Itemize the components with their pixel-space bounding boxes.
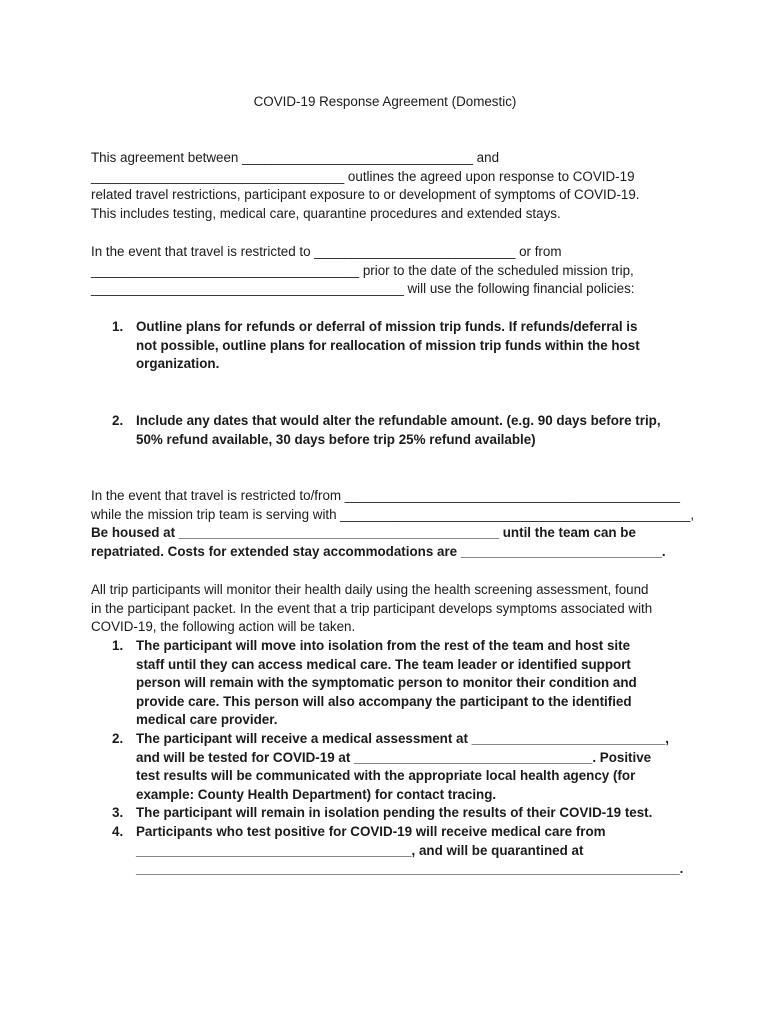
list-item [91, 637, 691, 730]
text-line: medical care provider. [136, 712, 278, 728]
text-line: test results will be communicated with the appropriate local health agency (for [136, 768, 636, 784]
text-line: organization. [136, 356, 220, 372]
list-item [91, 730, 691, 804]
text-line: related travel restrictions, participant exposure to or development of symptoms of COVID-19. [91, 187, 640, 203]
extended-stay-paragraph [91, 487, 695, 561]
text-line: _________________________________________________________________________. [136, 861, 684, 877]
text-line: All trip participants will monitor their health daily using the health screening assessment, found [91, 582, 649, 597]
text-line: Participants who test positive for COVID-19 will receive medical care from [136, 823, 606, 839]
text-line: repatriated. Costs for extended stay accommodations are ___________________________. [91, 543, 666, 559]
text-line: and will be tested for COVID-19 at ________________________________. Positive [136, 749, 652, 765]
list-number: 2. [112, 413, 124, 428]
text-line: 50% refund available, 30 days before trip 25% refund available) [136, 431, 536, 447]
financial-policies-list [91, 318, 691, 374]
text-line: provide care. This person will also accompany the participant to the identified [136, 693, 632, 709]
text-line: staff until they can access medical care. The team leader or identified support [136, 656, 631, 672]
text-line: person will remain with the symptomatic person to monitor their condition and [136, 675, 637, 691]
text-line: __________________________________________ will use the following financial policies: [91, 281, 635, 297]
text-line: The participant will move into isolation from the rest of the team and host site [136, 638, 631, 653]
list-item [91, 318, 691, 374]
list-item [91, 804, 691, 823]
financial-policies-list [91, 412, 691, 449]
health-monitoring-paragraph [91, 581, 691, 637]
text-line: The participant will remain in isolation pending the results of their COVID-19 test. [136, 805, 653, 821]
text-line: _____________________________________, and will be quarantined at [136, 842, 584, 858]
text-line: in the participant packet. In the event that a trip participant develops symptoms associated with [91, 600, 653, 616]
document-title: COVID-19 Response Agreement (Domestic) [253, 94, 517, 109]
text-line: COVID-19, the following action will be taken. [91, 619, 356, 635]
agreement-paragraph [91, 149, 691, 223]
text-line: Include any dates that would alter the refundable amount. (e.g. 90 days before trip, [136, 413, 661, 428]
text-line: In the event that travel is restricted to ___________________________ or from [91, 244, 562, 259]
text-line: ____________________________________ prior to the date of the scheduled mission trip, [91, 262, 634, 278]
list-number: 4. [112, 823, 124, 839]
list-number: 1. [112, 638, 124, 653]
text-line: not possible, outline plans for reallocation of mission trip funds within the host [136, 337, 640, 353]
text-line: Be housed at ___________________________________________ until the team can be [91, 525, 636, 541]
text-line: while the mission trip team is serving with _______________________________________________, [91, 506, 695, 522]
list-item [91, 823, 691, 879]
text-line: In the event that travel is restricted to/from _____________________________________________ [91, 488, 680, 503]
text-line: example: County Health Department) for contact tracing. [136, 786, 497, 802]
text-line: The participant will receive a medical assessment at __________________________, [136, 730, 670, 746]
list-number: 2. [112, 730, 124, 746]
text-line: Outline plans for refunds or deferral of mission trip funds. If refunds/deferral is [136, 319, 638, 334]
list-number: 1. [112, 319, 124, 334]
text-line: This agreement between _______________________________ and [91, 150, 500, 165]
covid-action-list [91, 637, 691, 879]
text-line: This includes testing, medical care, quarantine procedures and extended stays. [91, 205, 561, 221]
text-line: __________________________________ outlines the agreed upon response to COVID-19 [91, 168, 635, 184]
list-item [91, 412, 691, 449]
list-number: 3. [112, 805, 124, 821]
travel-restriction-paragraph [91, 243, 691, 299]
